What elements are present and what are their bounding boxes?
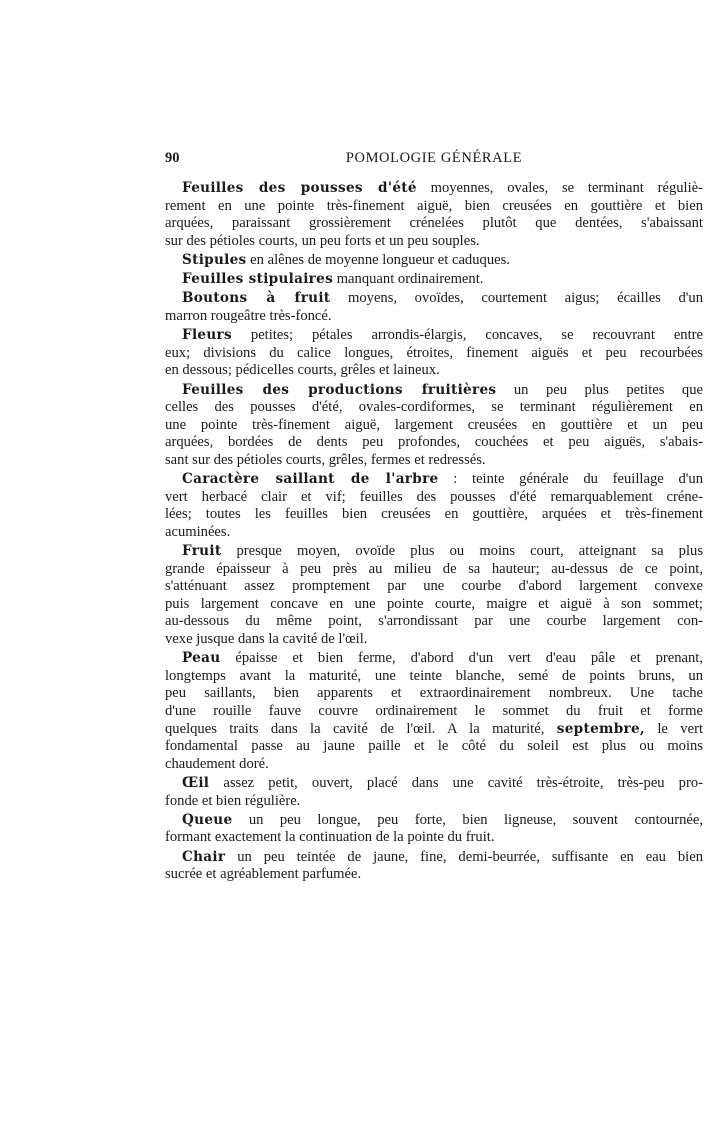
text-line [165, 180, 703, 198]
text-line [165, 345, 703, 363]
text-segment: sant sur des pétioles courts, grêles, fermes et redressés. [165, 451, 486, 468]
text-line [165, 471, 703, 489]
text-line [165, 362, 703, 380]
term-heading: Feuilles des productions fruitières [182, 381, 497, 398]
text-segment: grande épaisseur à peu près au milieu de sa hauteur; au-dessus de ce point, [165, 560, 703, 577]
text-line [165, 721, 703, 739]
text-line [165, 738, 703, 756]
text-segment: en dessous; pédicelles courts, grêles et laineux. [165, 362, 440, 379]
paragraph [165, 271, 703, 289]
text-segment: marron rougeâtre très-foncé. [165, 307, 332, 324]
text-line [165, 613, 703, 631]
text-line [165, 290, 703, 308]
term-heading: Caractère saillant de l'arbre [182, 471, 439, 488]
text-segment: le vert [644, 720, 703, 737]
text-segment: acuminées. [165, 523, 231, 540]
term-heading: Fruit [182, 543, 222, 560]
term-heading: Queue [182, 811, 233, 828]
text-segment: moyennes, ovales, se terminant réguliè- [416, 180, 703, 196]
paragraph [165, 327, 703, 380]
text-line [165, 506, 703, 524]
paragraph [165, 382, 703, 470]
text-segment: longtemps avant la maturité, une teinte blanche, semé de points bruns, un [165, 667, 703, 684]
text-line [165, 703, 703, 721]
text-segment: s'atténuant assez promptement par une courbe d'abord largement convexe [165, 578, 703, 595]
text-segment: puis largement concave en une pointe courte, maigre et aiguë à son sommet; [165, 595, 703, 612]
text-segment: peu saillants, bien apparents et extraordinairement nombreux. Une tache [165, 685, 703, 702]
running-title: POMOLOGIE GÉNÉRALE [345, 150, 523, 166]
term-heading: Feuilles stipulaires [182, 271, 334, 288]
text-line [165, 327, 703, 345]
text-line [165, 417, 703, 435]
text-segment: vexe jusque dans la cavité de l'œil. [165, 631, 368, 647]
text-line [165, 198, 703, 216]
text-line [165, 524, 703, 542]
text-segment: en alênes de moyenne longueur et caduques. [246, 251, 510, 268]
text-segment: un peu plus petites que [496, 381, 703, 398]
text-segment: moyens, ovoïdes, courtement aigus; écailles d'un [330, 290, 703, 307]
term-heading: Œil [182, 774, 210, 791]
text-line [165, 489, 703, 507]
text-line [165, 685, 703, 703]
text-line [165, 793, 703, 811]
text-segment: un peu longue, peu forte, bien ligneuse, souvent contournée, [232, 811, 703, 828]
paragraph [165, 849, 703, 884]
text-line [165, 829, 703, 847]
running-header [165, 150, 703, 170]
text-line [165, 215, 703, 233]
text-segment: épaisse et bien ferme, d'abord d'un vert d'eau pâle et prenant, [220, 650, 703, 667]
text-segment: arquées, bordées de dents peu profondes, couchées et peu aiguës, s'abais- [165, 434, 703, 451]
text-line [165, 866, 703, 884]
page-body [165, 180, 703, 885]
text-segment: chaudement doré. [165, 755, 269, 772]
text-line [165, 399, 703, 417]
term-heading: Peau [182, 650, 221, 667]
text-line [165, 596, 703, 614]
text-segment: assez petit, ouvert, placé dans une cavité très-étroite, très-peu pro- [209, 774, 703, 791]
text-line [165, 308, 703, 326]
text-segment: presque moyen, ovoïde plus ou moins court, atteignant sa plus [221, 543, 703, 560]
text-line [165, 561, 703, 579]
text-segment: manquant ordinairement. [333, 271, 484, 288]
term-heading: Stipules [182, 251, 247, 268]
text-segment: : teinte générale du feuillage d'un [438, 471, 703, 488]
text-segment: au-dessous du même point, s'arrondissant par une courbe largement con- [165, 613, 703, 630]
text-segment: vert herbacé clair et vif; feuilles des pousses d'été remarquablement créne- [165, 488, 703, 505]
paragraph [165, 812, 703, 847]
text-segment: petites; pétales arrondis-élargis, concaves, se recouvrant entre [231, 327, 703, 344]
text-segment: fonde et bien régulière. [165, 792, 301, 809]
text-segment: fondamental passe au jaune paille et le côté du soleil est plus ou moins [165, 738, 703, 755]
paragraph [165, 252, 703, 270]
paragraph [165, 471, 703, 541]
text-line [165, 650, 703, 668]
paragraph [165, 180, 703, 250]
text-segment: eux; divisions du calice longues, étroites, finement aiguës et peu recourbées [165, 344, 703, 361]
text-segment: lées; toutes les feuilles bien creusées en gouttière, arquées et très-finement [165, 506, 703, 523]
term-heading: septembre, [556, 720, 645, 737]
text-segment: un peu teintée de jaune, fine, demi-beurrée, suffisante en eau bien [225, 848, 703, 865]
text-line [165, 578, 703, 596]
text-line [165, 775, 703, 793]
text-segment: quelques traits dans la cavité de l'œil. A la maturité, [165, 720, 557, 737]
term-heading: Fleurs [182, 327, 232, 344]
text-segment: arquées, paraissant grossièrement crénelées plutôt que dentées, s'abaissant [165, 215, 703, 232]
text-line [165, 271, 703, 289]
text-segment: formant exactement la continuation de la pointe du fruit. [165, 829, 495, 846]
text-line [165, 252, 703, 270]
text-line [165, 756, 703, 774]
text-line [165, 452, 703, 470]
text-line [165, 543, 703, 561]
paragraph [165, 775, 703, 810]
text-line [165, 434, 703, 452]
text-line [165, 812, 703, 830]
term-heading: Chair [182, 848, 226, 865]
text-segment: une pointe très-finement aiguë, largement creusées en gouttière et un peu [165, 416, 703, 433]
term-heading: Feuilles des pousses d'été [182, 180, 417, 196]
paragraph [165, 543, 703, 649]
text-segment: sucrée et agréablement parfumée. [165, 866, 362, 883]
text-segment: d'une rouille fauve couvre ordinairement le sommet du fruit et forme [165, 702, 703, 719]
text-line [165, 849, 703, 867]
paragraph [165, 290, 703, 325]
page-number: 90 [165, 150, 180, 166]
text-segment: rement en une pointe très-finement aiguë, bien creusées en gouttière et bien [165, 197, 703, 214]
text-line [165, 631, 703, 649]
text-line [165, 382, 703, 400]
paragraph [165, 650, 703, 773]
text-line [165, 668, 703, 686]
text-segment: sur des pétioles courts, un peu forts et un peu souples. [165, 232, 480, 249]
text-segment: celles des pousses d'été, ovales-cordiformes, se terminant régulièrement en [165, 399, 703, 416]
text-line [165, 233, 703, 251]
term-heading: Boutons à fruit [182, 290, 331, 307]
